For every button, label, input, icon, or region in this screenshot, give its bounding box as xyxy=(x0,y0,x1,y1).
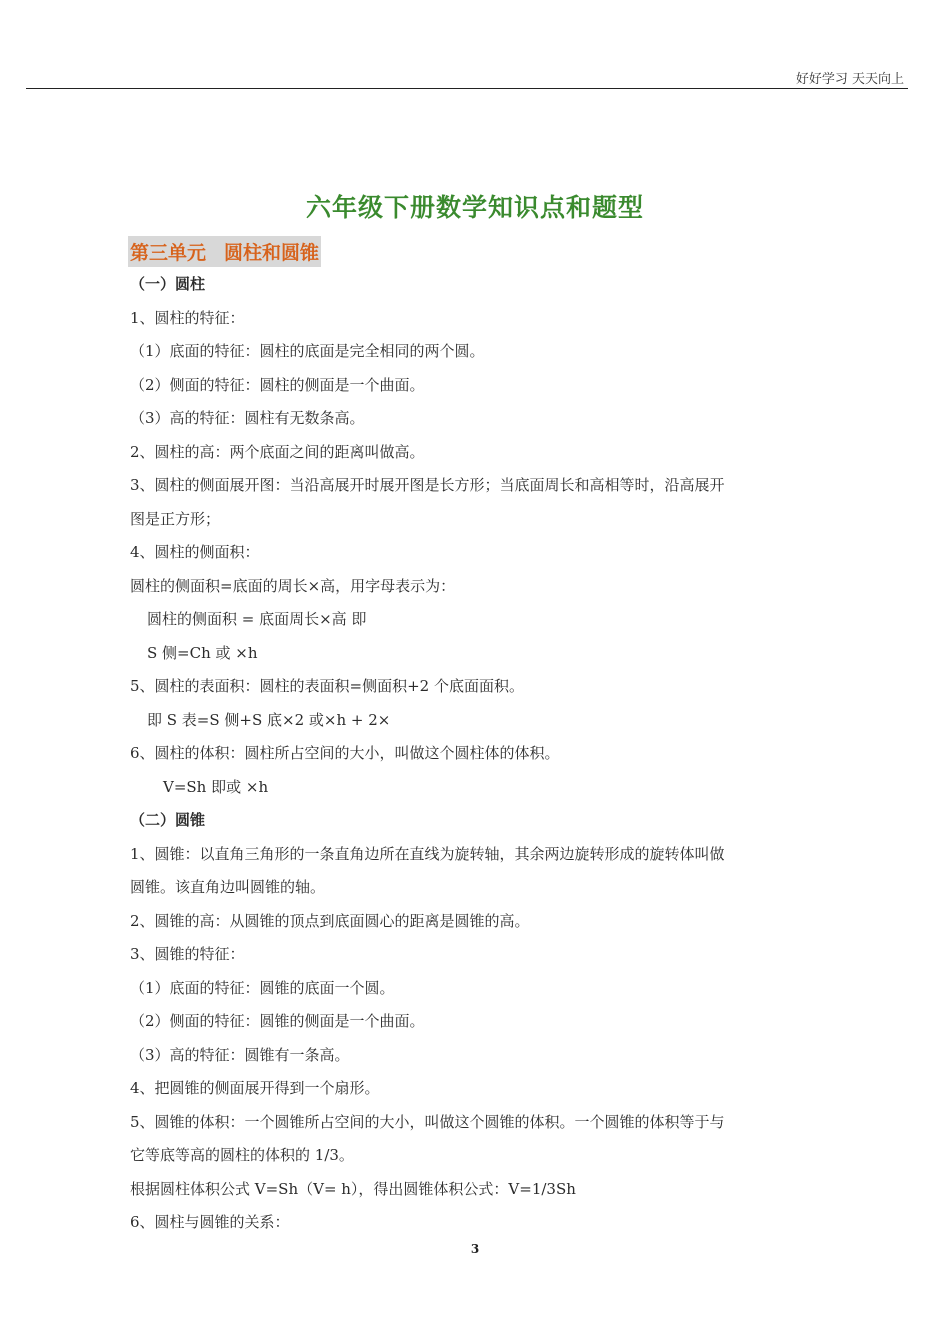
text-line: 2、圆锥的高：从圆锥的顶点到底面圆心的距离是圆锥的高。 xyxy=(130,912,530,930)
header-slogan: 好好学习 天天向上 xyxy=(795,72,904,87)
text-line: 5、圆柱的表面积：圆柱的表面积=侧面积+2 个底面面积。 xyxy=(130,677,524,695)
text-line: （2）侧面的特征：圆锥的侧面是一个曲面。 xyxy=(130,1012,425,1030)
formula-line: 圆柱的侧面积 = 底面周长×高 即 xyxy=(147,610,367,628)
text-line: 3、圆柱的侧面展开图：当沿高展开时展开图是长方形；当底面周长和高相等时，沿高展开 xyxy=(130,476,725,494)
text-line: 圆柱的侧面积=底面的周长×高，用字母表示为： xyxy=(130,577,456,595)
section-heading-cylinder: （一）圆柱 xyxy=(130,275,206,293)
text-line: 6、圆柱的体积：圆柱所占空间的大小，叫做这个圆柱体的体积。 xyxy=(130,744,560,762)
text-line: 4、把圆锥的侧面展开得到一个扇形。 xyxy=(130,1079,380,1097)
text-line: 根据圆柱体积公式 V=Sh（V= h），得出圆锥体积公式：V=1/3Sh xyxy=(130,1180,576,1198)
text-line: 6、圆柱与圆锥的关系： xyxy=(130,1213,290,1231)
section-heading-cone: （二）圆锥 xyxy=(130,811,206,829)
text-line: （1）底面的特征：圆锥的底面一个圆。 xyxy=(130,979,395,997)
text-line: 图是正方形； xyxy=(130,510,221,528)
text-line: （2）侧面的特征：圆柱的侧面是一个曲面。 xyxy=(130,376,425,394)
text-line: （1）底面的特征：圆柱的底面是完全相同的两个圆。 xyxy=(130,342,485,360)
text-line: 5、圆锥的体积：一个圆锥所占空间的大小，叫做这个圆锥的体积。一个圆锥的体积等于与 xyxy=(130,1113,725,1131)
unit-label: 第三单元 xyxy=(130,242,207,264)
header-divider xyxy=(26,88,908,89)
text-line: （3）高的特征：圆锥有一条高。 xyxy=(130,1046,350,1064)
page-number: 3 xyxy=(470,1242,480,1256)
formula-line: S 侧=Ch 或 ×h xyxy=(147,644,258,662)
unit-heading xyxy=(128,236,321,267)
text-line: 1、圆柱的特征： xyxy=(130,309,245,327)
text-line: 1、圆锥：以直角三角形的一条直角边所在直线为旋转轴，其余两边旋转形成的旋转体叫做 xyxy=(130,845,725,863)
text-line: 3、圆锥的特征： xyxy=(130,945,245,963)
formula-line: 即 S 表=S 侧+S 底×2 或×h + 2× xyxy=(147,711,391,729)
text-line: 2、圆柱的高：两个底面之间的距离叫做高。 xyxy=(130,443,425,461)
formula-line: V=Sh 即或 ×h xyxy=(163,778,269,796)
text-line: 4、圆柱的侧面积： xyxy=(130,543,260,561)
page-title: 六年级下册数学知识点和题型 xyxy=(305,193,644,222)
text-line: 它等底等高的圆柱的体积的 1/3。 xyxy=(130,1146,354,1164)
text-line: 圆锥。该直角边叫圆锥的轴。 xyxy=(130,878,326,896)
text-line: （3）高的特征：圆柱有无数条高。 xyxy=(130,409,365,427)
unit-topic: 圆柱和圆锥 xyxy=(224,242,320,264)
